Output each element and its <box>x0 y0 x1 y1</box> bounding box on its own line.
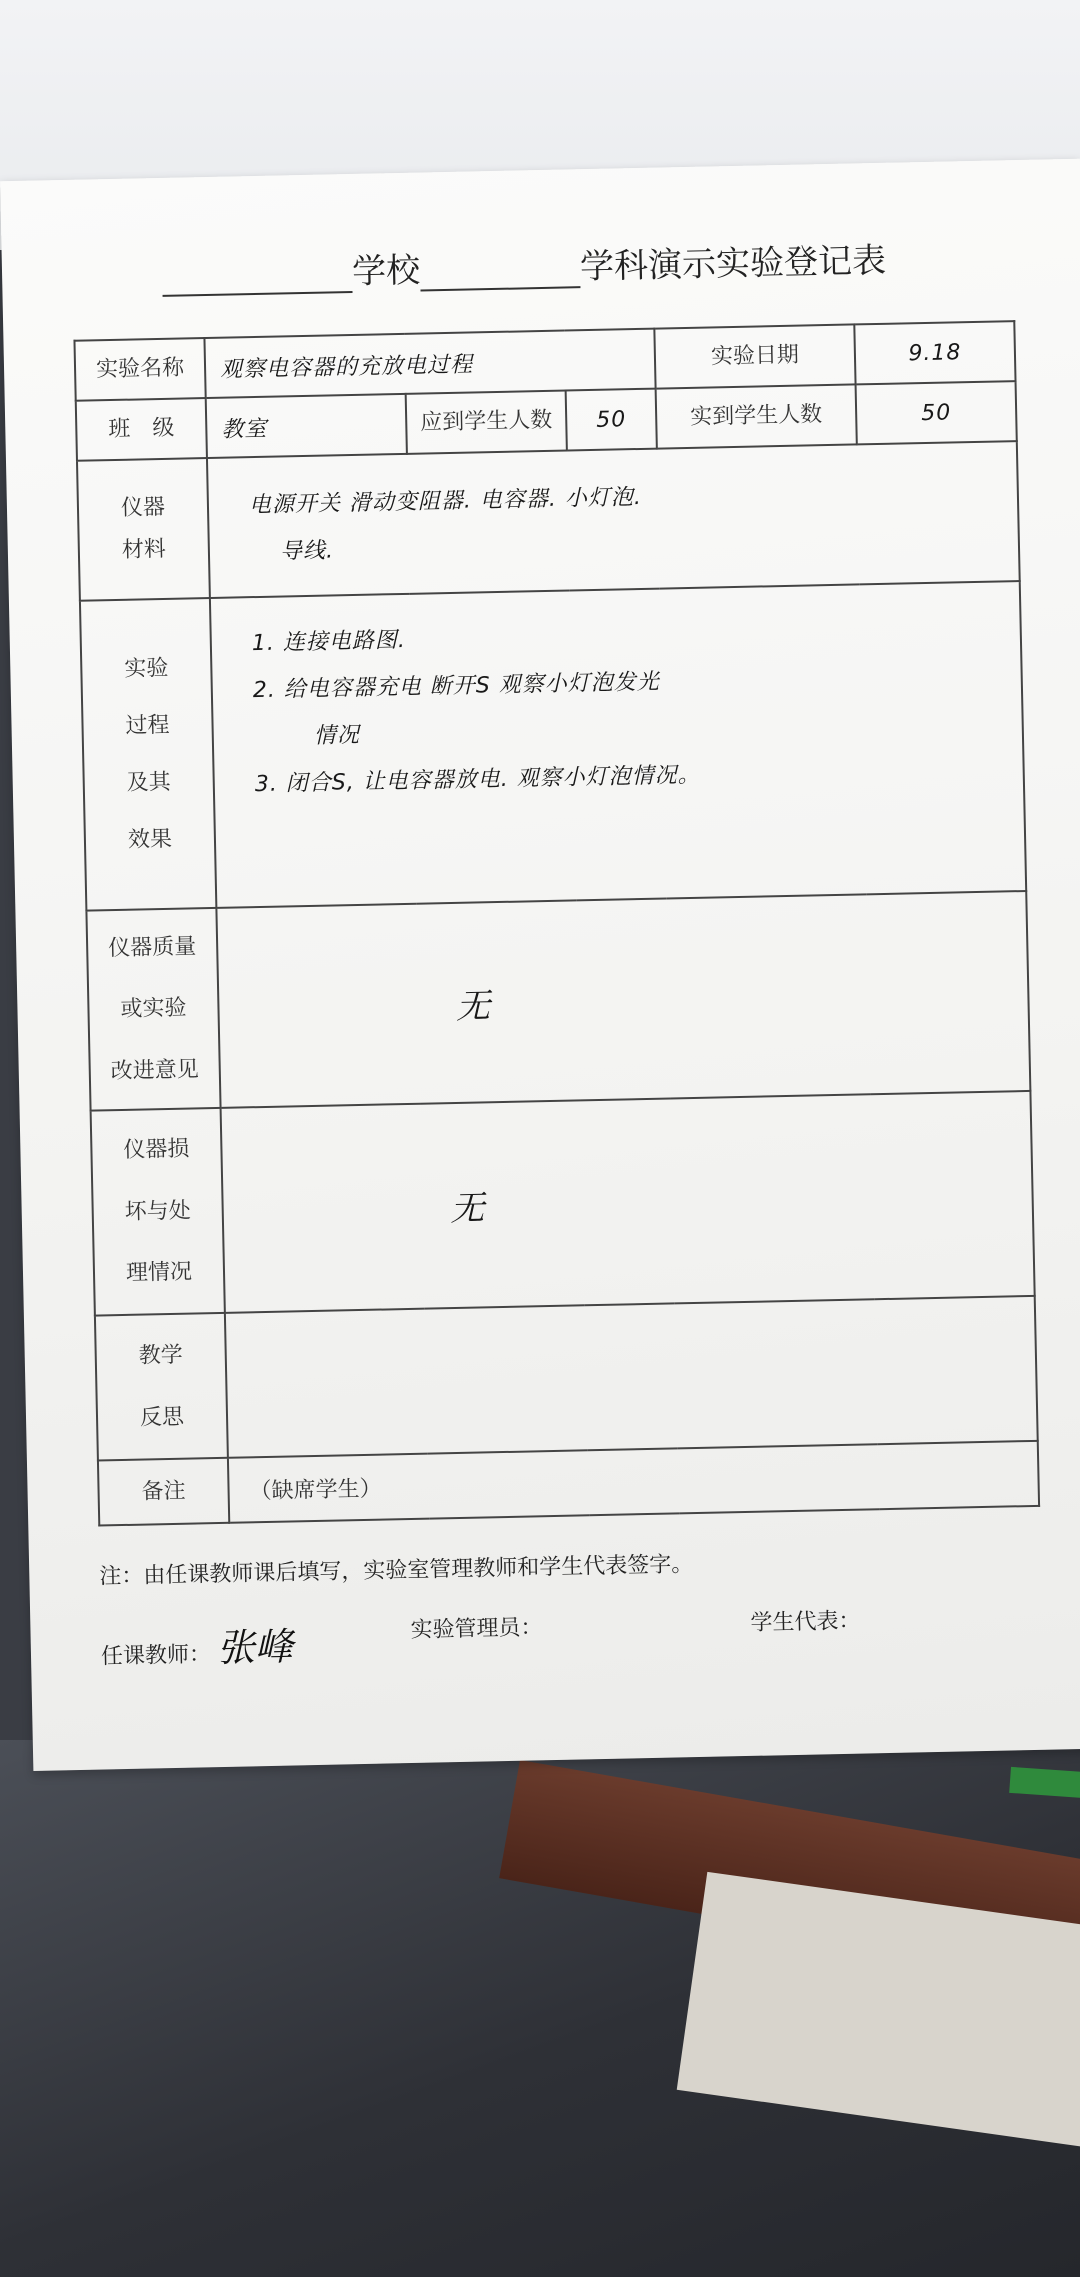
experiment-name-label: 实验名称 <box>74 338 205 401</box>
equipment-value[interactable] <box>207 441 1020 598</box>
process-step: 1. 连接电路图. <box>251 627 407 657</box>
process-value[interactable] <box>210 581 1026 908</box>
process-label-line: 效果 <box>127 827 173 853</box>
damage-label-line: 理情况 <box>125 1259 193 1287</box>
equipment-label-line: 材料 <box>121 536 167 563</box>
experiment-register-table <box>73 320 1040 1526</box>
equipment-label <box>77 458 210 601</box>
process-step: 2. 给电容器充电 断开S 观察小灯泡发光 <box>252 669 660 704</box>
registration-form-sheet <box>0 159 1080 1771</box>
actual-students-label: 实到学生人数 <box>656 384 857 448</box>
row-equipment <box>77 441 1020 601</box>
teacher-label: 任课教师： <box>100 1642 212 1670</box>
teacher-signature: 张峰 <box>216 1624 294 1671</box>
damage-value[interactable]: 无 <box>221 1091 1035 1313</box>
damage-label-line: 仪器损 <box>123 1136 190 1164</box>
class-value[interactable]: 教室 <box>206 394 407 458</box>
student-rep-signature-field[interactable] <box>750 1604 861 1637</box>
admin-signature-field[interactable] <box>410 1610 543 1644</box>
reflection-label <box>95 1313 228 1461</box>
form-footnote: 注：由任课教师课后填写，实验室管理教师和学生代表签字。 <box>99 1552 694 1590</box>
process-label-line: 及其 <box>126 769 172 796</box>
equipment-label-line: 仪器 <box>120 495 166 522</box>
equipment-line: 导线. <box>279 538 335 565</box>
expected-students-value[interactable]: 50 <box>566 389 657 451</box>
form-title <box>162 231 963 308</box>
admin-label: 实验管理员： <box>410 1615 543 1644</box>
experiment-date-label: 实验日期 <box>654 324 855 388</box>
equipment-line: 电源开关 滑动变阻器. 电容器. 小灯泡. <box>248 484 643 519</box>
process-label-line: 过程 <box>125 712 170 739</box>
row-quality <box>86 891 1030 1111</box>
reflection-label-line: 反思 <box>139 1404 185 1431</box>
quality-label <box>86 908 220 1111</box>
reflection-value[interactable] <box>225 1296 1038 1458</box>
process-label <box>80 598 216 911</box>
experiment-date-value[interactable]: 9.18 <box>854 321 1015 384</box>
process-step: 3. 闭合S, 让电容器放电. 观察小灯泡情况。 <box>254 762 701 798</box>
signature-row <box>100 1600 1041 1680</box>
process-step: 情况 <box>313 722 361 749</box>
quality-value[interactable]: 无 <box>216 891 1030 1108</box>
title-suffix: 学科演示实验登记表 <box>579 240 887 288</box>
subject-blank[interactable] <box>420 246 581 291</box>
damage-label <box>91 1108 225 1316</box>
process-label-line: 实验 <box>124 655 169 682</box>
class-label: 班 级 <box>76 398 207 461</box>
row-damage <box>91 1091 1035 1316</box>
reflection-label-line: 教学 <box>138 1342 184 1369</box>
row-reflection <box>95 1296 1038 1461</box>
actual-students-value[interactable]: 50 <box>856 381 1017 444</box>
student-rep-label: 学生代表： <box>750 1608 861 1636</box>
experiment-name-value[interactable]: 观察电容器的充放电过程 <box>204 329 655 398</box>
remarks-label: 备注 <box>98 1458 229 1526</box>
damage-label-line: 坏与处 <box>124 1198 191 1225</box>
remarks-value[interactable]: （缺席学生） <box>228 1441 1039 1523</box>
quality-label-line: 改进意见 <box>110 1057 200 1084</box>
teacher-signature-field[interactable] <box>100 1616 293 1675</box>
row-process <box>80 581 1026 911</box>
school-suffix: 学校 <box>351 250 421 292</box>
school-name-blank[interactable] <box>162 251 353 297</box>
quality-label-line: 或实验 <box>120 995 187 1023</box>
expected-students-label: 应到学生人数 <box>406 391 567 454</box>
quality-label-line: 仪器质量 <box>107 933 197 961</box>
